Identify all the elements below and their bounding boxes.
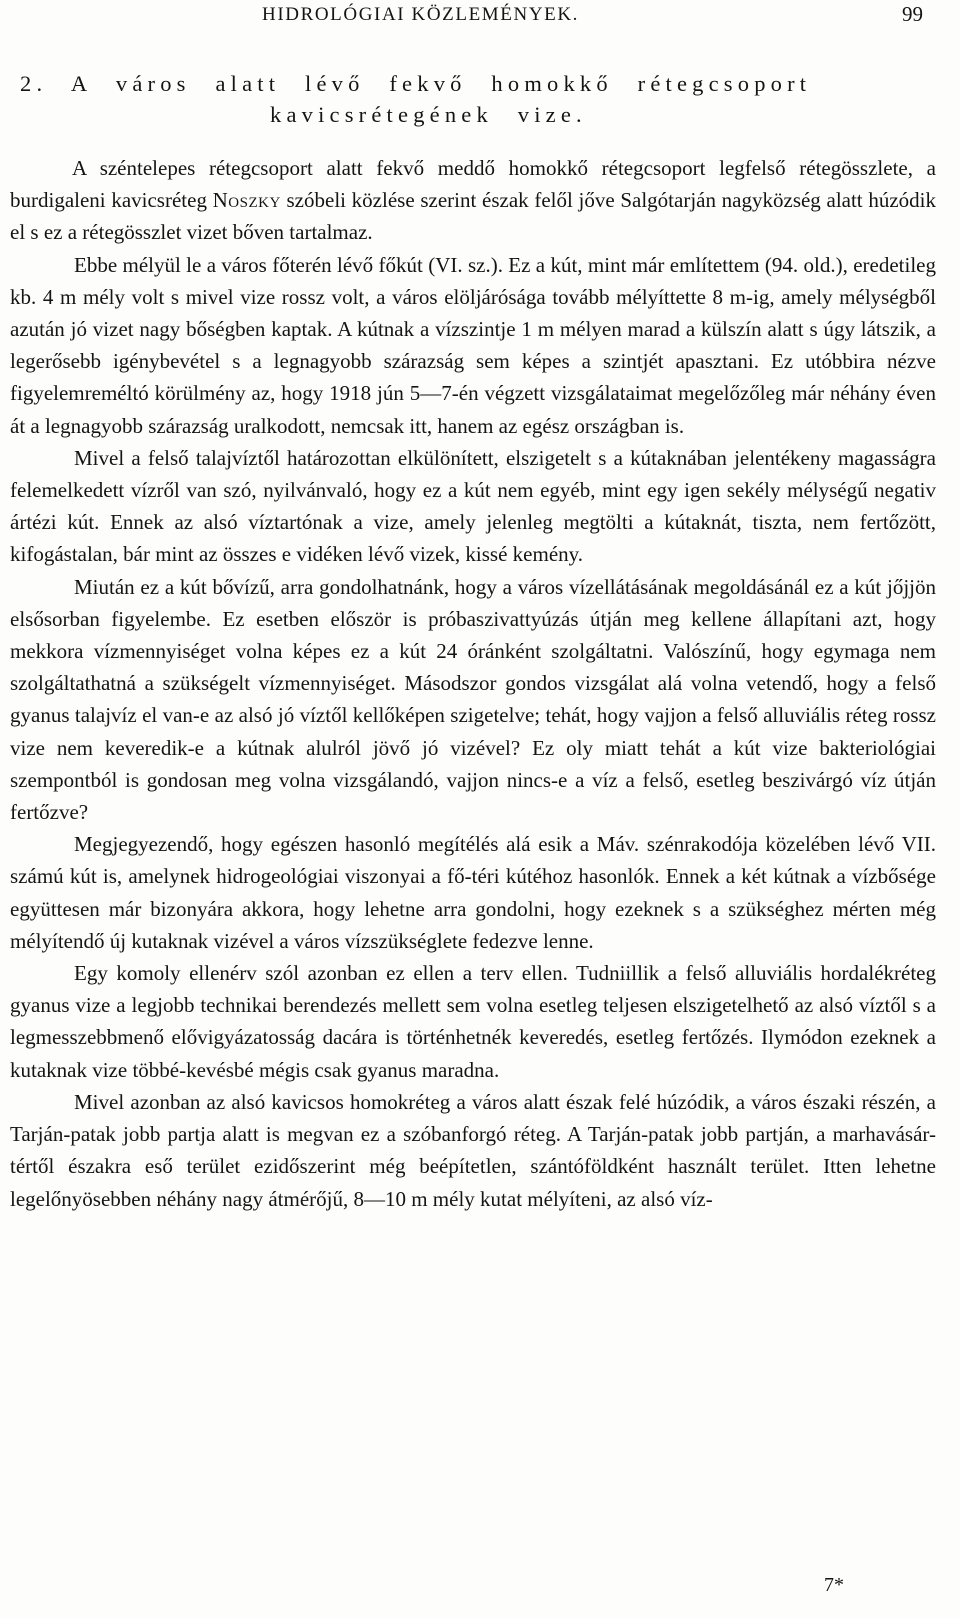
paragraph-1-start: A széntelepes rétegcsoport alatt fekvő meddő homokkő rétegcsoport legfelső rétegösszlete, a burdigaleni kavicsréteg [10, 156, 936, 213]
section-heading [20, 68, 935, 130]
section-heading-line-1: 2. A város alatt lévő fekvő homokkő rétegcsoport [20, 71, 812, 96]
paragraph-2: Ebbe mélyül le a város főterén lévő főkút (VI. sz.). Ez a kút, mint már említettem (94. old.), eredetileg kb. 4 m mély volt s mivel vize rossz volt, a város elöljárósága tovább mélyíttette 8 m-ig, amely mélységből azután jó vizet nagy bőségben kaptak. A kútnak a vízszintje 1 m mélyen marad a külszín alatt s úgy látszik, a legerősebb igénybevétel s a legnagyobb szárazság sem képes a szintjét apasztani. Ez utóbbira nézve figyelemreméltó körülmény az, hogy 1918 jún 5—7-én végzett vizsgálataimat megelőzőleg már néhány éven át a legnagyobb szárazság uralkodott, nemcsak itt, hanem az egész országban is. [10, 252, 936, 438]
journal-title: HIDROLÓGIAI KÖZLEMÉNYEK. [262, 4, 580, 25]
body-text [10, 152, 936, 1215]
page-number: 99 [902, 2, 923, 26]
author-name: Noszky [212, 188, 281, 213]
paragraph-4: Miután ez a kút bővízű, arra gondolhatnánk, hogy a város vízellátásának megoldásánál ez a kút jőjjön elsősorban figyelembe. Ez esetben először is próbaszivattyúzás útján meg kellene állapítani azt, hogy mekkora vízmennyiséget volna képes ez a kút 24 óránként szolgáltatni. Valószínű, hogy egymaga nem szolgáltathatná a szükségelt vízmennyiséget. Másodszor gondos vizsgálat alá volna vetendő, hogy a felső gyanus talajvíz el van-e az alsó jó víztől kellőképen szigetelve; tehát, hogy vajjon a felső alluviális réteg rossz vize nem keveredik-e a kútnak alulról jövő jó vizével? Ez oly miatt tehát a kút vize bakteriológiai szempontból is gondosan meg volna vizsgálandó, vajjon nincs-e a víz a felső, esetleg beszivárgó víz útján fertőzve? [10, 574, 936, 825]
paragraph-5: Megjegyezendő, hogy egészen hasonló megítélés alá esik a Máv. szénrakodója közelében lévő VII. számú kút is, amelynek hidrogeológiai viszonyai a fő-téri kútéhoz hasonlók. Ennek a két kútnak a vízbősége együttesen már bizonyára akkora, hogy lehetne arra gondolni, hogy ezeknek s a szükséghez mérten még mélyítendő új kutaknak vizével a város vízszükséglete fedezve lenne. [10, 832, 936, 953]
paragraph-3: Mivel a felső talajvíztől határozottan elkülönített, elszigetelt s a kútaknában jelentékeny magasságra felemelkedett vízről van szó, nyilvánvaló, hogy ez a kút nem egyéb, mint egy igen sekély mélységű negativ ártézi kút. Ennek az alsó víztartónak a vize, amely jelenleg megtölti a kútaknát, tiszta, nem fertőzött, kifogástalan, bár mint az összes e vidéken lévő vizek, kissé kemény. [10, 445, 936, 567]
signature-mark: 7* [824, 1574, 844, 1596]
paragraph-6: Egy komoly ellenérv szól azonban ez ellen a terv ellen. Tudniillik a felső alluviális hordalékréteg gyanus vize a legjobb technikai berendezés mellett sem volna esetleg teljesen elszigetelhető az alsó víztől s a legmesszebbmenő elővigyázatosság dacára is történhetnék keveredés, esetleg fertőzés. Ilymódon ezeknek a kutaknak vize többé-kevésbé mégis csak gyanus maradna. [10, 961, 936, 1082]
paragraph-7: Mivel azonban az alsó kavicsos homokréteg a város alatt észak felé húzódik, a város északi részén, a Tarján-patak jobb partja alatt is megvan ez a szóbanforgó réteg. A Tarján-patak jobb partján, a marhavásár-tértől északra eső terület ezidőszerint még beépítetlen, szántóföldként használt terület. Itten lehetne legelőnyösebben néhány nagy átmérőjű, 8—10 m mély kutat mélyíteni, az alsó víz- [10, 1089, 936, 1211]
section-heading-line-2: kavicsrétegének vize. [270, 102, 587, 127]
running-header [0, 0, 960, 40]
paragraph-1-end: szóbeli közlése szerint észak felől jőve Salgótarján nagyközség alatt húzódik el s ez a rétegösszlet vizet bőven tartalmaz. [10, 188, 936, 245]
paragraph-1 [10, 152, 936, 249]
